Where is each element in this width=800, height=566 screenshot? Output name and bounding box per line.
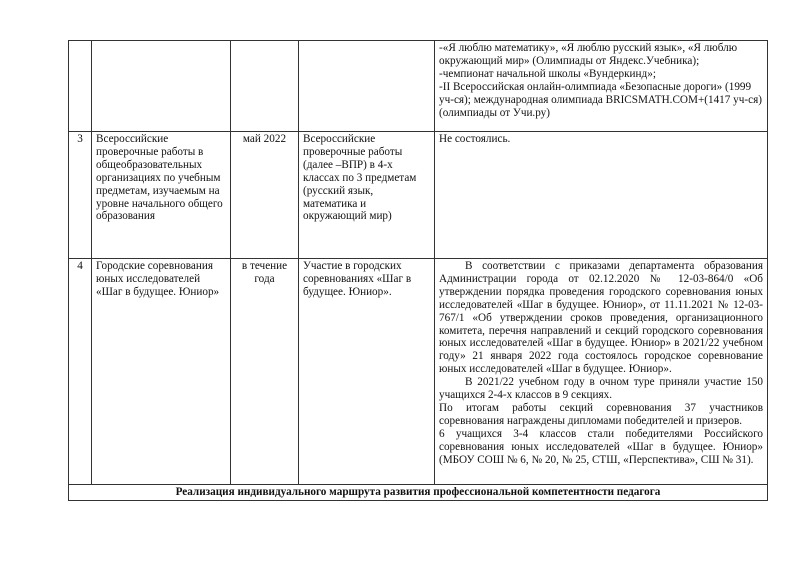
result-paragraph: В соответствии с приказами департамента образования Администрации города от 02.12.2020 № 12-03-864/0 «Об утверждении порядка проведения городского соревнования юных исследователей «Шаг в будущее. Юниор», от 11.11.2021 № 12-03-767/1 «Об утверждении сроков проведения, организационного комитета, перечня направлений и секций городского соревнования юных исследователей «Шаг в будущее. Юниор» в 2021/22 учебном году» 21 января 2022 года состоялось городское соревнование юных исследователей «Шаг в будущее. Юниор». xyxy=(439,260,763,376)
results-table xyxy=(68,40,768,501)
table-row xyxy=(69,132,768,259)
date-cell: в течение года xyxy=(231,259,299,485)
row-number: 3 xyxy=(69,132,92,259)
section-heading-row xyxy=(69,485,768,501)
result-line: -II Всероссийская онлайн-олимпиада «Безопасные дороги» (1999 уч-ся); международная олимпиада BRICSMATH.COM+(1417 уч-ся) (олимпиады от Учи.ру) xyxy=(439,80,762,119)
result-cell xyxy=(435,259,768,485)
content-cell: Всероссийские проверочные работы (далее –ВПР) в 4-х классах по 3 предметам (русский язык, математика и окружающий мир) xyxy=(299,132,435,259)
result-cell: Не состоялись. xyxy=(435,132,768,259)
result-line: -чемпионат начальной школы «Вундеркинд»; xyxy=(439,67,656,80)
date-cell xyxy=(231,41,299,132)
result-paragraph: По итогам работы секций соревнования 37 участников соревнования награждены дипломами победителей и призеров. xyxy=(439,401,763,427)
event-cell: Всероссийские проверочные работы в общеобразовательных организациях по учебным предметам, изучаемым на уровне начального общего образования xyxy=(92,132,231,259)
result-cell xyxy=(435,41,768,132)
content-cell: Участие в городских соревнованиях «Шаг в будущее. Юниор». xyxy=(299,259,435,485)
content-cell xyxy=(299,41,435,132)
row-number: 4 xyxy=(69,259,92,485)
result-paragraph: 6 учащихся 3-4 классов стали победителями Российского соревнования юных исследователей «Шаг в будущее. Юниор» (МБОУ СОШ № 6, № 20, № 25, СТШ, «Перспектива», СШ № 31). xyxy=(439,427,763,466)
row-number xyxy=(69,41,92,132)
event-cell: Городские соревнования юных исследователей «Шаг в будущее. Юниор» xyxy=(92,259,231,485)
section-heading: Реализация индивидуального маршрута развития профессиональной компетентности педагога xyxy=(69,485,768,501)
table-row xyxy=(69,259,768,485)
table-row xyxy=(69,41,768,132)
result-line: -«Я люблю математику», «Я люблю русский язык», «Я люблю окружающий мир» (Олимпиады от Яндекс.Учебника); xyxy=(439,42,738,67)
event-cell xyxy=(92,41,231,132)
result-paragraph: В 2021/22 учебном году в очном туре приняли участие 150 учащихся 2-4-х классов в 9 секциях. xyxy=(439,376,763,402)
date-cell: май 2022 xyxy=(231,132,299,259)
